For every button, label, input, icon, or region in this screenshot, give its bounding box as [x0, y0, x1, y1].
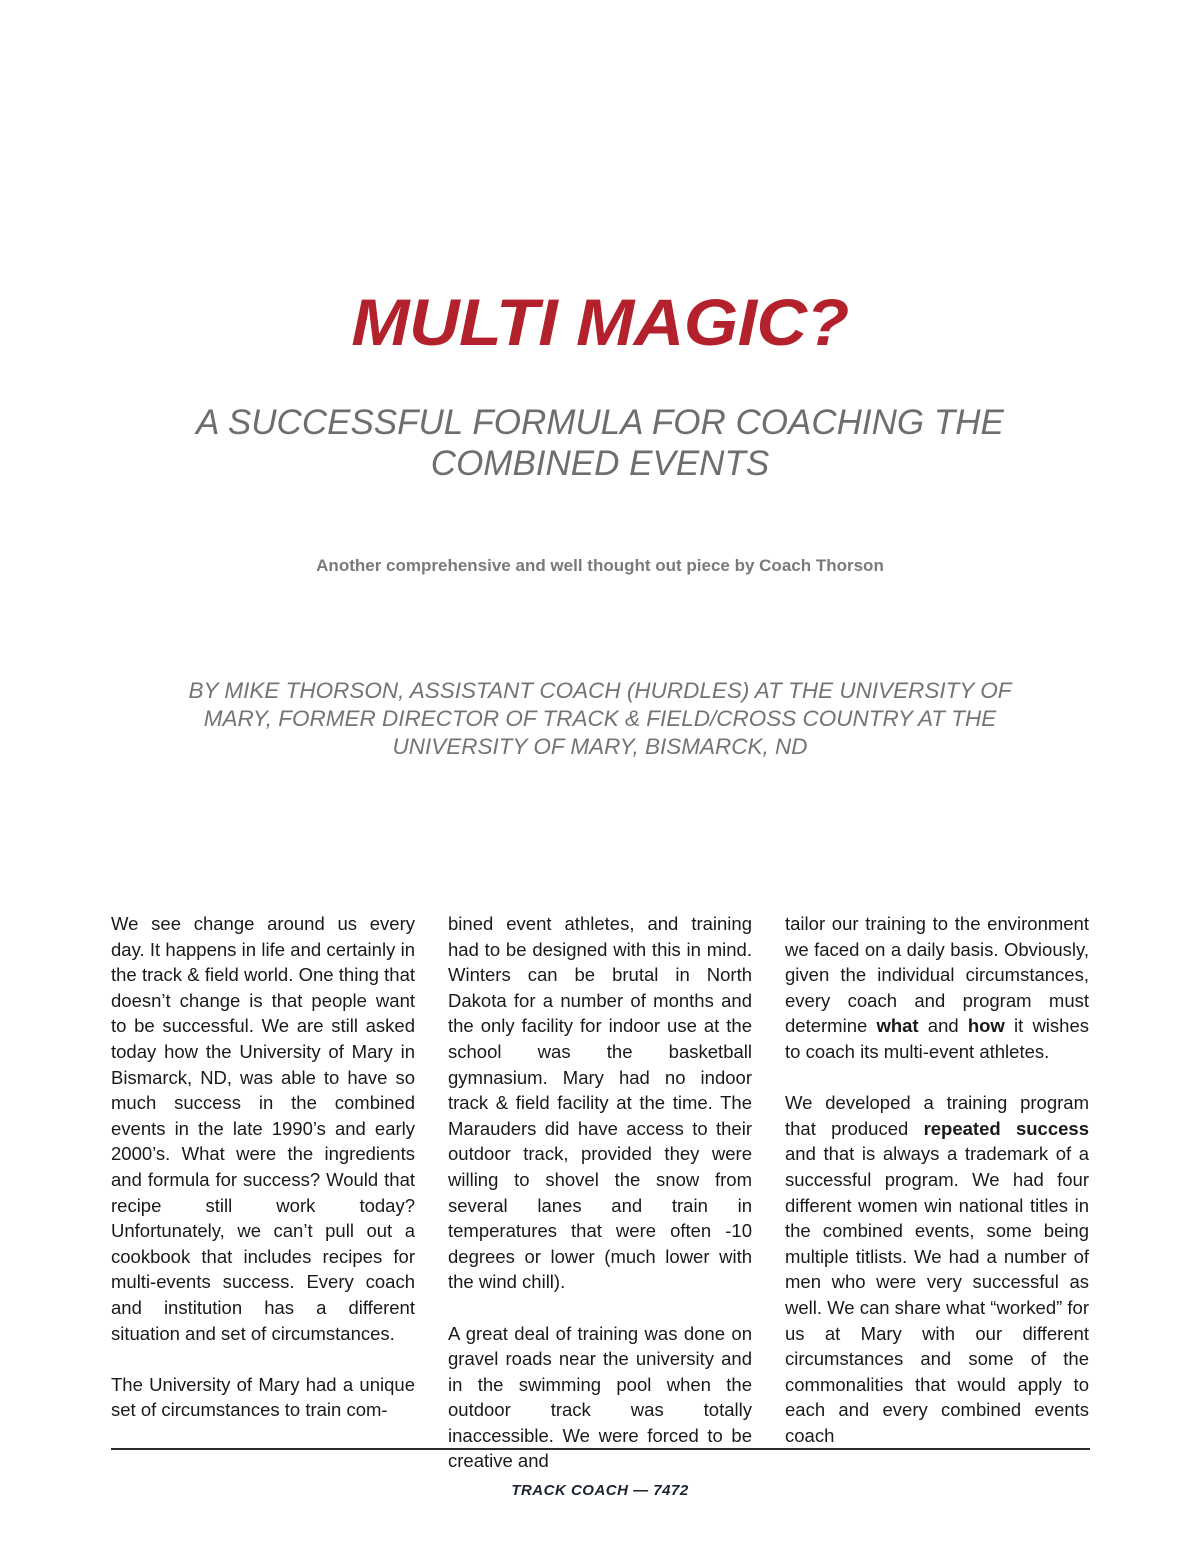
text-run: and that is always a trademark of a successful program. We had four different women win national titles in the combined events, some being multiple titlists. We had a number of men who were very successful as well. We can share what “worked” for us at Mary with our different circumstances and some of the commonalities that would apply to each and every combined events coach [785, 1143, 1089, 1446]
emphasis-what: what [876, 1015, 919, 1037]
text-run: We developed a training program that produced [785, 1092, 1089, 1139]
body-column-2 [448, 911, 752, 1474]
text-run: it wishes to coach its multi-event athletes. [785, 1015, 1089, 1062]
paragraph [785, 1090, 1089, 1448]
paragraph [785, 911, 1089, 1065]
article-subtitle: A SUCCESSFUL FORMULA FOR COACHING THE COMBINED EVENTS [196, 403, 1004, 483]
emphasis-how: how [967, 1015, 1005, 1037]
emphasis-repeated-success: repeated success [923, 1117, 1089, 1139]
paragraph: The University of Mary had a unique set of circumstances to train com- [111, 1373, 415, 1421]
paragraph: We see change around us every day. It happens in life and certainly in the track & field world. One thing that doesn’t change is that people want to be successful. We are still asked today how the University of Mary in Bismarck, ND, was able to have so much success in the combined events in the late 1990’s and early 2000’s. What were the ingredients and formula for success? Would that recipe still work today? Unfortunately, we can’t pull out a cookbook that includes recipes for multi-events success. Every coach and institution has a different situation and set of circumstances. [111, 913, 415, 1344]
paragraph: bined event athletes, and training had to be designed with this in mind. Winters can be brutal in North Dakota for a number of months and the only facility for indoor use at the school was the basketball gymnasium. Mary had no indoor track & field facility at the time. The Marauders did have access to their outdoor track, provided they were willing to shovel the snow from several lanes and train in temperatures that were often -10 degrees or lower (much lower with the wind chill). [448, 913, 752, 1293]
author-byline: BY MIKE THORSON, ASSISTANT COACH (HURDLES) AT THE UNIVERSITY OF MARY, FORMER DIRECTOR OF TRACK & FIELD/CROSS COUNTRY AT THE UNIVERSITY OF MARY, BISMARCK, ND [188, 678, 1012, 759]
page-footer: TRACK COACH — 7472 [511, 1482, 689, 1499]
body-column-3 [785, 911, 1089, 1448]
article-title: MULTI MAGIC? [351, 285, 849, 359]
article-tagline: Another comprehensive and well thought out piece by Coach Thorson [316, 556, 884, 575]
footer-divider [111, 1448, 1090, 1450]
text-run: tailor our training to the environment we faced on a daily basis. Obviously, given the individual circumstances, every coach and program must determine [785, 913, 1089, 1037]
paragraph: A great deal of training was done on gravel roads near the university and in the swimming pool when the outdoor track was totally inaccessible. We were forced to be creative and [448, 1322, 752, 1472]
body-column-1 [111, 911, 415, 1423]
text-run: and [918, 1015, 968, 1037]
